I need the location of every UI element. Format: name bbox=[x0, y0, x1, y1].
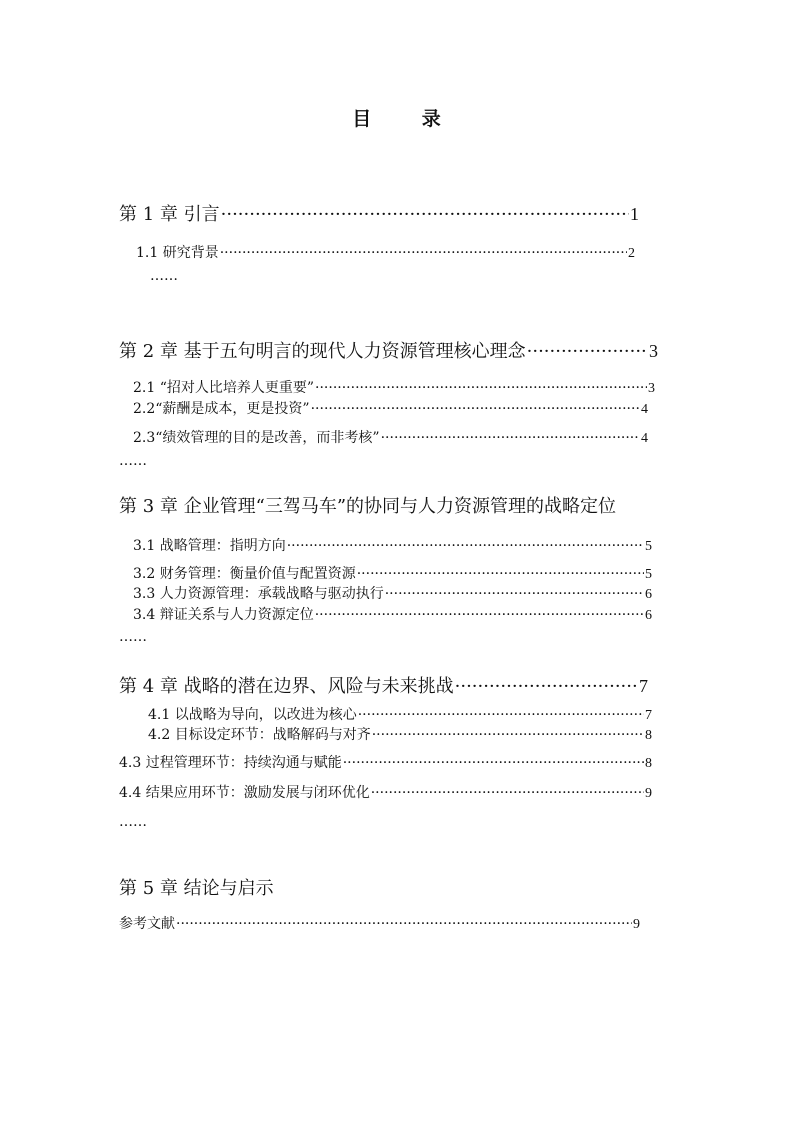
leader-dots bbox=[176, 916, 632, 932]
toc-page-number: 4 bbox=[641, 431, 648, 446]
toc-entry-chapter-3[interactable] bbox=[119, 492, 659, 518]
toc-label: 4.3 过程管理环节：持续沟通与赋能 bbox=[119, 755, 342, 771]
toc-entry-3-1[interactable] bbox=[133, 535, 652, 555]
toc-label: 3.1 战略管理：指明方向 bbox=[133, 538, 286, 554]
toc-page-number: 6 bbox=[645, 587, 652, 602]
toc-entry-4-4[interactable] bbox=[119, 782, 652, 802]
toc-label: 2.1 “招对人比培养人更重要” bbox=[133, 380, 315, 396]
toc-label: 第 3 章 企业管理“三驾马车”的协同与人力资源管理的战略定位 bbox=[119, 496, 617, 517]
toc-entry-references[interactable] bbox=[119, 913, 640, 933]
toc-entry-2-2[interactable] bbox=[133, 398, 648, 418]
leader-dots bbox=[381, 430, 640, 446]
toc-label: 2.2“薪酬是成本，更是投资” bbox=[133, 401, 310, 417]
toc-page-number: 2 bbox=[628, 246, 635, 261]
toc-page-number: 5 bbox=[645, 567, 652, 582]
toc-entry-2-3[interactable] bbox=[133, 427, 648, 447]
toc-label: 第 1 章 引言 bbox=[119, 204, 220, 225]
ellipsis: …… bbox=[150, 268, 178, 284]
toc-entry-chapter-2[interactable] bbox=[119, 337, 658, 363]
leader-dots bbox=[357, 566, 644, 582]
toc-label: 4.4 结果应用环节：激励发展与闭环优化 bbox=[119, 785, 370, 801]
leader-dots bbox=[315, 607, 644, 623]
toc-page-number: 5 bbox=[645, 539, 652, 554]
toc-label: 3.3 人力资源管理：承载战略与驱动执行 bbox=[133, 586, 384, 602]
toc-page-number: 8 bbox=[645, 756, 652, 771]
toc-entry-2-1[interactable] bbox=[133, 377, 655, 397]
toc-label: 4.2 目标设定环节：战略解码与对齐 bbox=[148, 727, 371, 743]
toc-label: 3.4 辩证关系与人力资源定位 bbox=[133, 607, 314, 623]
toc-page-number: 4 bbox=[641, 402, 648, 417]
toc-label: 第 4 章 战略的潜在边界、风险与未来挑战 bbox=[119, 676, 454, 697]
leader-dots bbox=[220, 245, 627, 261]
toc-entry-1-1[interactable] bbox=[136, 242, 635, 262]
toc-page-number: 3 bbox=[648, 381, 655, 396]
toc-page-number: 8 bbox=[645, 728, 652, 743]
toc-entry-3-4[interactable] bbox=[133, 604, 652, 624]
leader-dots bbox=[315, 380, 647, 396]
toc-entry-4-2[interactable] bbox=[148, 724, 652, 744]
toc-entry-3-3[interactable] bbox=[133, 583, 652, 603]
toc-label: 3.2 财务管理：衡量价值与配置资源 bbox=[133, 566, 356, 582]
leader-dots bbox=[371, 785, 644, 801]
toc-page-number: 6 bbox=[645, 608, 652, 623]
leader-dots bbox=[287, 538, 644, 554]
toc-page-number: 3 bbox=[649, 341, 658, 361]
toc-label: 参考文献 bbox=[119, 916, 175, 932]
toc-label: 1.1 研究背景 bbox=[136, 245, 219, 261]
leader-dots bbox=[455, 676, 638, 697]
toc-page-number: 7 bbox=[639, 676, 648, 696]
toc-label: 4.1 以战略为导向，以改进为核心 bbox=[148, 707, 357, 723]
toc-entry-chapter-5[interactable] bbox=[119, 874, 519, 900]
leader-dots bbox=[372, 727, 644, 743]
toc-entry-4-1[interactable] bbox=[148, 704, 652, 724]
leader-dots bbox=[311, 401, 640, 417]
toc-entry-chapter-1[interactable] bbox=[119, 200, 639, 226]
ellipsis: …… bbox=[119, 453, 147, 469]
toc-label: 第 2 章 基于五句明言的现代人力资源管理核心理念 bbox=[119, 341, 526, 362]
toc-entry-4-3[interactable] bbox=[119, 752, 652, 772]
toc-entry-3-2[interactable] bbox=[133, 563, 652, 583]
leader-dots bbox=[221, 204, 629, 225]
leader-dots bbox=[527, 341, 648, 362]
leader-dots bbox=[343, 755, 644, 771]
leader-dots bbox=[385, 586, 644, 602]
toc-label: 2.3“绩效管理的目的是改善，而非考核” bbox=[133, 430, 380, 446]
toc-page-number: 1 bbox=[630, 204, 639, 224]
toc-entry-chapter-4[interactable] bbox=[119, 672, 648, 698]
page-title: 目 录 bbox=[352, 108, 463, 130]
toc-page-number: 9 bbox=[645, 786, 652, 801]
toc-page-number: 7 bbox=[645, 708, 652, 723]
toc-page-number: 9 bbox=[633, 917, 640, 932]
toc-label: 第 5 章 结论与启示 bbox=[119, 878, 274, 899]
leader-dots bbox=[358, 707, 644, 723]
ellipsis: …… bbox=[119, 629, 147, 645]
ellipsis: …… bbox=[119, 814, 147, 830]
